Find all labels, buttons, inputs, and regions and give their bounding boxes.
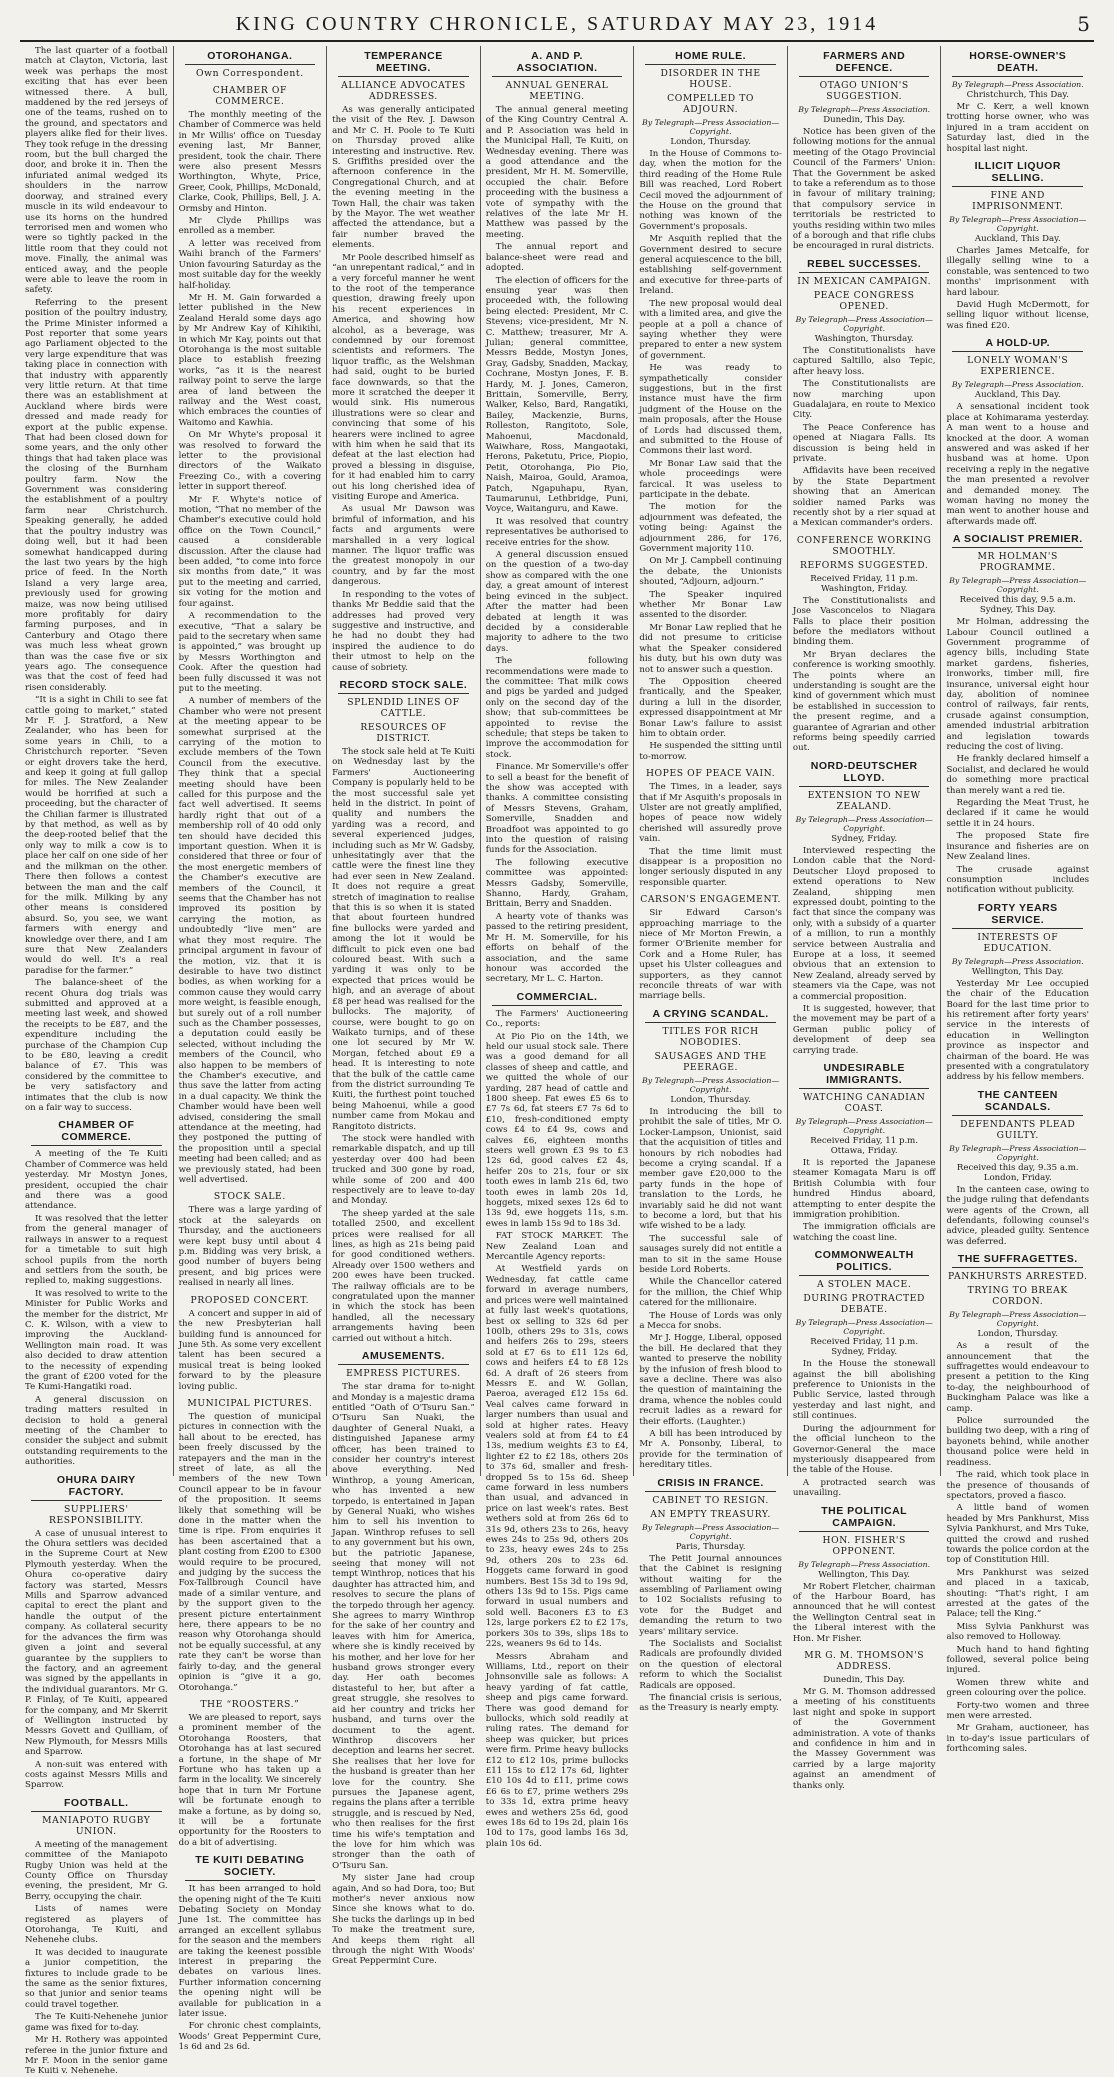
article-headline: RECORD STOCK SALE.: [338, 679, 469, 694]
article: [179, 1699, 322, 1848]
article-paragraph: A number of members of the Chamber who were not present at the meeting appear to be somewhat surprised at the carrying of the motion to exclude members of the Town Council from the executive. They think that a special meeting should have been called for this purpose and the fact well advertised. It seems hardly right that out of a membership roll of 40 odd only ten should have decided this important question. When it is considered that three or four of the most energetic members of the Chamber's executive are members of the Council, it seems that the Chamber has not improved its position by carrying the motion, as undoubtedly “live men” are what they most require. The principal argument in favour of the motion, viz. that it is desirable to have two distinct bodies, as when working for a common cause they would carry more weight, is feasible enough, but surely out of a roll number such as the Chamber possesses, a deputation could easily be selected, without including the members of the Council, who also happen to be members of the Chamber's executive, and thus save the latter from acting in a dual capacity. We think the Chamber would have been well advised, considering the small attendance at the meeting, had they postponed the putting of the proposition until a special meeting had been called; and as we previously stated, had been well advertised.: [178, 696, 322, 1186]
article-paragraph: On Mr J. Campbell continuing the debate, the Unionists shouted, “Adjourn, adjourn.”: [639, 556, 782, 588]
article-paragraph: The Constitutionalists are now marching upon Guadalajara, en route to Mexico City.: [792, 379, 936, 421]
article-subheading: RESOURCES OF DISTRICT.: [360, 721, 447, 744]
article-paragraph: The stock were handled with remarkable dispatch, and up till yesterday over 400 had been trucked and 300 gone by road, while some of 200 and 400 respectively are to leave to-day and Monday.: [332, 1133, 475, 1207]
article-paragraph: A meeting of the management committee of the Maniapoto Rugby Union was held at the County Office on Thursday evening, the president, Mr G. Berry, occupying the chair.: [25, 1839, 168, 1902]
article-paragraph: Messrs Abraham and Williams, Ltd., report on their Johnsonville sale as follows: A heavy yarding of fat cattle, sheep and pigs came forward. There was good demand for bullocks, which sold readily at ruling rates. The demand for sheep was quicker, but prices were firm. Prime heavy bullocks £12 to £12 10s, prime bullocks £11 15s to £12 17s 6d, lighter £10 10s 4d to £11, prime cows £6 6s to £7, prime wethers 29s to 33s 1d, extra prime heavy ewes and wethers 25s 6d, good ewes 18s 6d to 19s 2d, plain 16s 10d to 17s, good lambs 16s 3d, plain 10s 6d.: [485, 1651, 629, 1849]
column-4: [481, 46, 635, 1849]
article-subheading: CABINET TO RESIGN.: [652, 1494, 769, 1506]
article-paragraph: The Constitutionalists and Jose Vasconcelos to Niagara Falls to place their position before the mediators without binding them.: [792, 595, 936, 648]
article-paragraph: The Times, in a leader, says that if Mr Asquith's proposals in Ulster are not greatly amplified, hopes of peace now widely cherished will assuredly prove vain.: [639, 782, 782, 845]
article-headline: FORTY YEARS SERVICE.: [952, 902, 1083, 929]
article: [946, 533, 1089, 896]
article-headline: TEMPERANCE MEETING.: [338, 50, 469, 77]
article-dateline: By Telegraph—Press Association.: [951, 956, 1084, 966]
article-dateline: By Telegraph—Press Association—Copyright.: [949, 1143, 1087, 1162]
article-paragraph: The following recommendations were made to the committee: That milk cows and pigs be yarded and judged only on the second day of the show; that sub-committees be appointed to revise the schedule; that steps be taken to improve the accommodation for stock.: [485, 656, 629, 760]
article-dateline: By Telegraph—Press Association—Copyright.: [795, 314, 933, 333]
article-paragraph: The Opposition cheered frantically, and the Speaker, during a lull in the disorder, expressed disappointment at Mr Bonar Law's failure to assist him to obtain order.: [639, 676, 782, 739]
article-paragraph: Mr Bonar Law replied that he did not presume to criticise what the Speaker considered his duty, but his own duty was not to answer such a question.: [639, 622, 782, 675]
article-subheading: AN EMPTY TREASURY.: [650, 1508, 771, 1520]
article-paragraph: Notice has been given of the following motions for the annual meeting of the Otago Provincial Council of the Farmers' Union: That the Government be asked to take a referendum as to those in favour of military training; that compulsory service in territorials be restricted to youths residing within two miles of a borough and that rifle clubs be encouraged in rural districts.: [792, 127, 936, 252]
page-number: 5: [1077, 12, 1090, 36]
article-dateplace: Received Friday, 11 p.m. Ottawa, Friday.: [810, 1136, 919, 1156]
article-paragraph: Charles James Metcalfe, for illegally selling wine to a constable, was sentenced to two months' imprisonment with hard labour.: [946, 246, 1090, 298]
article-paragraph: The Petit Journal announces that the Cabinet is resigning without waiting for the assembling of Parliament owing to 102 Socialists refusing to vote for the Budget and demanding the return to two years' military service.: [639, 1553, 782, 1637]
article-paragraph: The Farmers' Auctioneering Co., reports:: [485, 1008, 629, 1030]
article-paragraph: A bill has been introduced by Mr A. Ponsonby, Liberal, to provide for the termination of hereditary titles.: [639, 1429, 782, 1471]
article-headline: COMMONWEALTH POLITICS.: [799, 1249, 930, 1276]
article: [332, 679, 475, 1344]
article-dateplace: Wellington, This Day.: [818, 1569, 911, 1580]
article-headline: AMUSEMENTS.: [338, 1350, 469, 1365]
article: [25, 1119, 168, 1467]
article-paragraph: Affidavits have been received by the State Department showing that an American soldier named Parks was recently shot by a rier squad at a Mexican commander's orders.: [792, 466, 936, 529]
article-paragraph: Sir Edward Carson's approaching marriage to the niece of Mr Morton Frewin, a former O'Brienite member for Cork and a Home Ruler, has upset his Ulster colleagues and supporters, as they cannot reconcile threats of war with marriage bells.: [639, 908, 782, 1002]
article-paragraph: Mr G. M. Thomson addressed a meeting of his constituents last night and spoke in support of the Government administration. A vote of thanks and confidence in him and in the Massey Government was carried by a large majority against an amendment of thanks only.: [792, 1686, 936, 1791]
article-paragraph: A little band of women headed by Mrs Pankhurst, Miss Sylvia Pankhurst, and Mrs Tuke, quitted the crowd and rushed towards the police cordon at the top of Constitution Hill.: [946, 1503, 1090, 1566]
article-paragraph: A sensational incident took place at Kohimarama yesterday. A man went to a house and knocked at the door. A woman answered and was asked if her husband was at home. Upon receiving a reply in the negative the man presented a revolver and demanded money. The woman having no money the man went to another house and afterwards made off.: [946, 402, 1090, 527]
article-paragraph: Police surrounded the building two deep, with a ring of bayonets behind, while another thousand police were held in readiness.: [946, 1416, 1090, 1468]
article-paragraph: For chronic chest complaints, Woods' Great Peppermint Cure, 1s 6d and 2s 6d.: [178, 2021, 322, 2053]
article-headline: A CRYING SCANDAL.: [645, 1008, 776, 1023]
article-dateplace: London, Thursday.: [670, 1094, 751, 1105]
article: [946, 160, 1089, 331]
article-headline: TE KUITI DEBATING SOCIETY.: [185, 1854, 316, 1881]
article-paragraph: In responding to the votes of thanks Mr Beddie said that the addresses had proved very suggestive and instructive, and he had no doubt they had inspired the audience to do their utmost to help on the cause of sobriety.: [332, 589, 475, 673]
article-headline: COMMERCIAL.: [492, 991, 623, 1006]
article-paragraph: It was decided to inaugurate a junior competition, the fixtures to include grade to be the same as the senior fixtures, so that junior and senior teams could travel together.: [25, 1947, 168, 2010]
column-1: [20, 46, 174, 2077]
article-dateplace: Received Friday, 11 p.m. Sydney, Friday.: [810, 1337, 919, 1358]
article-paragraph: “It is a sight in Chili to see fat cattle going to market,” stated Mr F. J. Stratford, a New Zealander, who has been for some years in Chili, to a Christchurch reporter. “Seven or eight drovers take the herd, and keep it going at full gallop for miles. The New Zealander would be horrified at such a proceeding, but the character of the Chilian farmer is illustrated by that method, as well as by the deep-rooted belief that the only way to milk a cow is to place her calf on one side of her and the milkman on the other. There then follows a contest between the man and the calf for the milk. Milking by any other means is considered absurd. So, you see, we want farmers with energy and knowledge over there, and I am sure that New Zealanders would do well. It's a real paradise for the farmer.”: [25, 695, 168, 976]
article-dateplace: Dunedin, This Day.: [823, 1674, 906, 1685]
article-dateline: By Telegraph—Press Association.: [798, 105, 931, 114]
article-dateplace: Wellington, This Day.: [971, 966, 1064, 977]
article-paragraph: The new proposal would deal with a limited area, and give the people at a poll a chance of saying whether they were prepared to enter a new system of government.: [639, 298, 782, 361]
article-subheading: MUNICIPAL PICTURES.: [187, 1397, 313, 1409]
article-paragraph: He suspended the sitting until to-morrow.: [639, 741, 782, 762]
article-paragraph: During the adjournment for the official luncheon to the Governor-General the mace mysteriously disappeared from the table of the House.: [792, 1423, 936, 1476]
article-paragraph: Much hand to hand fighting followed, several police being injured.: [946, 1644, 1090, 1676]
article-subheading: PANKHURSTS ARRESTED.: [948, 1271, 1088, 1283]
article-paragraph: Mr Robert Fletcher, chairman of the Harbour Board, has announced that he will contest the Wellington Central seat in the Liberal interest with the Hon. Mr Fisher.: [792, 1581, 936, 1644]
article-paragraph: The Peace Conference has opened at Niagara Falls. Its discussion is being held in private.: [792, 422, 936, 464]
article-paragraph: Miss Sylvia Pankhurst was also removed to Holloway.: [946, 1621, 1090, 1643]
article-subheading: DISORDER IN THE HOUSE.: [660, 68, 761, 90]
article-paragraph: The Speaker inquired whether Mr Bonar Law assented to the disorder.: [639, 589, 782, 621]
article-headline: A SOCIALIST PREMIER.: [952, 533, 1083, 548]
article-subheading: Own Correspondent.: [196, 68, 304, 79]
article-subheading: ANNUAL GENERAL MEETING.: [505, 80, 609, 102]
article-paragraph: It was resolved that the letter from the general manager of railways in answer to a request for a timetable to suit high school pupils from the north and settlers from the south, be replied to, making suggestions.: [25, 1213, 168, 1287]
article-paragraph: Mr F. Whyte's notice of motion, “That no member of the Chamber's executive could hold office on the Town Council,” caused a considerable discussion. After the clause had been added, “to come into force six months from date,” it was put to the meeting and carried, six voting for the motion and four against.: [178, 494, 322, 609]
article-paragraph: While the Chancellor catered for the million, the Chief Whip catered for the millionaire.: [639, 1277, 782, 1309]
article-paragraph: The star drama for to-night and Monday is a majestic drama entitled “Oath of O'Tsuru San.” O'Tsuru San Nuaki, the daughter of General Nuaki, a distinguished Japanese army officer, has been trained to consider her country's interest above everything. Ned Winthrop, a young American, who has invented a new torpedo, is entertained in Japan by General Nuaki, who wishes him to sell his invention to Japan. Winthrop refuses to sell to any government but his own, but the patriotic Japanese, seeing that money will not tempt Winthrop, notices that his daughter has attracted him, and resolves to secure the plans of the torpedo through her agency. She agrees to marry Winthrop for the sake of her country and leaves with him for America, where she is kindly received by his mother, and her love for her husband grows stronger every day. Her oath becomes distasteful to her, but after a great struggle, she resolves to aid her country and tricks her husband, and turns over the document to the agent. Winthrop discovers her deception and learns her secret. She realises that her love for the husband is greater than her love for the country. She pursues the Japanese agent, regains the plans after a terrible struggle, and is rescued by Ned, who then realises for the first time his wife's temptation and the love for him which was stronger than the oath of O'Tsuru San.: [332, 1382, 475, 1871]
article: [793, 50, 936, 252]
article-paragraph: The Te Kuiti-Nehenehe junior game was fixed for to-day.: [25, 2012, 168, 2033]
article-dateline: By Telegraph—Press Association—Copyright.: [949, 576, 1087, 595]
article: [639, 50, 782, 762]
article-paragraph: We are pleased to report, says a prominent member of the Otorohanga Roosters, that Otorohanga has at last secured a fortune, in the shape of Mr Fortune who has taken up a farm in the locality. We sincerely hope that in turn Mr Fortune will be fortunate enough to make a fortune, as by doing so, it will be a fortunate opportunity for the Roosters to do a bit of advertising.: [178, 1712, 322, 1848]
article: [793, 1650, 936, 1791]
article-headline: HORSE-OWNER'S DEATH.: [952, 50, 1083, 77]
article: [793, 535, 936, 754]
article-subheading: THE “ROOSTERS.”: [200, 1698, 300, 1710]
masthead: [20, 10, 1094, 42]
article-paragraph: Mr Bryan declares the conference is working smoothly. The points where an understanding is sought are the kind of government which must be established in succession to the present regime, and a guarantee of Agrarian and other reforms being speedily carried out.: [792, 649, 936, 754]
article-paragraph: In the canteen case, owing to the judge ruling that defendants were agents of the Crown, all defendants, following counsel's advice, pleaded guilty. Sentence was deferred.: [946, 1184, 1090, 1247]
article-dateline: By Telegraph—Press Association—Copyright.: [642, 1075, 780, 1094]
article-paragraph: Mr H. Rothery was appointed referee in the junior fixture and Mr F. Moon in the senior game Te Kuiti v. Nehenehe.: [25, 2035, 168, 2077]
article-paragraph: The successful sale of sausages surely did not entitle a man to sit in the same House beside Lord Roberts.: [639, 1233, 782, 1275]
article-dateline: By Telegraph—Press Association—Copyright.: [949, 1310, 1087, 1329]
article-subheading: COMPELLED TO ADJOURN.: [667, 93, 755, 115]
article-paragraph: The monthly meeting of the Chamber of Commerce was held in Mr Willis' office on Tuesday evening last, Mr Banner, president, took the chair. There were also present Messrs Worthington, Whyte, Price, Greer, Cook, Phillips, McDonald, Clarke, Cook, Phillips, Bell, J. A. Ormsby and Hinton.: [178, 110, 322, 214]
newspaper-title: KING COUNTRY CHRONICLE, SATURDAY MAY 23, 1914: [235, 13, 879, 35]
article-subheading: SPLENDID LINES OF CATTLE.: [347, 696, 460, 719]
article: [179, 50, 322, 79]
article-paragraph: Forty-two women and three men were arrested.: [946, 1700, 1090, 1722]
article-paragraph: A general discussion ensued on the question of a two-day show as compared with the one day, a great amount of interest being evinced in the subject. After the matter had been debated at length it was decided by a considerable majority to adhere to the two days.: [485, 550, 629, 654]
article-headline: REBEL SUCCESSES.: [799, 258, 930, 273]
article-paragraph: It was resolved that country representatives be authorised to receive entries for the show.: [485, 516, 629, 548]
newspaper-columns: [20, 46, 1094, 2077]
article-paragraph: The Constitutionalists have captured Saltillo, also Tepic, after heavy loss.: [792, 345, 936, 377]
article: [639, 894, 782, 1002]
article-paragraph: Mr H. M. Gain forwarded a letter published in the New Zealand Herald some days ago by Mr Andrew Kay of Kihikihi, in which Mr Kay, points out that Otorohanga is the most suitable place to establish freezing works, “as it is the nearest railway point to serve the large area of land between the railway and the West coast, which embraces the counties of Waitomo and Kawhia.: [178, 292, 322, 428]
article-subheading: MR HOLMAN'S PROGRAMME.: [977, 551, 1058, 574]
article-paragraph: Lists of names were registered as players of Otorohanga, Te Kuiti, and Nehenehe clubs.: [25, 1904, 168, 1946]
article-subheading: INTERESTS OF EDUCATION.: [977, 931, 1059, 954]
column-7: [941, 46, 1094, 1755]
article-subheading: PEACE CONGRESS OPENED.: [813, 289, 915, 312]
article-subheading: FINE AND IMPRISONMENT.: [972, 190, 1064, 213]
article-paragraph: The stock sale held at Te Kuiti on Wednesday last by the Farmers' Auctioneering Company is popularly held to be the most successful sale yet held in the district. In point of quality and numbers the yarding was a record, and several experienced judges, including such as Mr W. Gadsby, unhesitatingly aver that the cattle were the finest line they had ever seen in New Zealand. It does not require a great stretch of imagination to realise that this is so when it is stated that about fourteen hundred fine bullocks were yarded and among the lot it would be difficult to pick even one bad coloured beast. With such a yarding it was only to be expected that prices would be high, and an average of about £8 per head was realised for the bullocks. The majority, of course, were bought to go on Waikato turnips, and of these one lot secured by Mr W. Morgan, fetched about £9 a head. It is interesting to note that the bulk of the cattle came from the district surrounding Te Kuiti, the furthest point touched being Mahoenui, while a good number came from Mokau and Rangitoto districts.: [332, 746, 475, 1132]
article-dateplace: Received this day, 9.35 a.m. London, Friday.: [956, 1162, 1079, 1183]
article-paragraph: As usual Mr Dawson was brimful of information, and his facts and arguments were marshalled in a very logical manner. The liquor traffic was the greatest monopoly in our country, and by far the most dangerous.: [332, 504, 475, 588]
column-6: [788, 46, 942, 1791]
article-paragraph: On Mr Whyte's proposal it was resolved to forward the letter to the provisional directors of the Waikato Freezing Co., with a covering letter in support thereof.: [178, 430, 322, 493]
article-paragraph: FAT STOCK MARKET. The New Zealand Loan and Mercantile Agency reports:: [485, 1231, 629, 1263]
article-subheading: MR G. M. THOMSON'S ADDRESS.: [804, 1649, 925, 1672]
article-paragraph: The last quarter of a football match at Clayton, Victoria, last week was perhaps the most exciting that has ever been witnessed there. A bull, maddened by the red jerseys of one of the teams, rushed on to the ground, and spectators and players alike fled for their lives. They took refuge in the dressing room, but the bull charged the door, and broke it in. Then the infuriated animal wedged its shoulders in the narrow doorway, and strained every muscle in its wild endeavour to use its horns on the hundred terrorised men and women who were so tightly packed in the little room that they could not move. Finally, the animal was enticed away, and the people were able to leave the room in safety.: [25, 46, 168, 296]
article-headline: A. AND P. ASSOCIATION.: [492, 50, 623, 77]
article-dateplace: Christchurch, This Day.: [966, 90, 1069, 100]
article-paragraph: Mr Clyde Phillips was enrolled as a member.: [178, 216, 322, 237]
article-subheading: MANIAPOTO RUGBY UNION.: [42, 1814, 151, 1837]
article-headline: THE SUFFRAGETTES.: [952, 1253, 1083, 1268]
article: [946, 337, 1089, 527]
article-dateline: By Telegraph—Press Association.: [951, 80, 1084, 89]
article-paragraph: At Westfield yards on Wednesday, fat cattle came forward in average numbers, and prices were well maintained at fully last week's quotations, best ox selling to 32s 6d per 100lb, others 29s to 31s, cows and heifers 26s to 29s, steers sold at £7 6s to £11 12s 6d, cows and heifers £4 to £8 12s 6d. A draft of 26 steers from Messrs E. and W. Gollan, Paeroa, averaged £12 15s 6d. Veal calves came forward in larger numbers than usual and sold at higher rates. Heavy vealers sold at from £4 to £4 13s, medium weights £3 to £4, lighter £2 to £2 18s, others 20s to 37s 6d, smaller and fresh-dropped 5s to 15s 6d. Sheep came forward in less numbers than usual, and advanced in price on last week's rates. Best wethers sold at from 26s 6d to 31s 9d, others 23s to 26s, heavy ewes 24s to 25s 9d, others 20s to 23s, heavy ewes 24s to 25s 9d, others 20s to 23s 6d. Hoggets came forward in good numbers. Best 15s 3d to 19s 9d, others 13s 9d to 15s. Pigs came forward in usual numbers and sold well. Baconers £3 to £3 12s, large porkers £2 to £2 17s, porkers 30s to 39s, slips 18s to 22s, weaners 9s 6d to 14s.: [485, 1264, 629, 1650]
article-paragraph: A meeting of the Te Kuiti Chamber of Commerce was held yesterday. Mr Mostyn Jones, president, occupied the chair and there was a good attendance.: [25, 1149, 168, 1212]
column-3: [327, 46, 481, 1967]
article: [793, 258, 936, 529]
article-paragraph: As was generally anticipated the visit of the Rev. J. Dawson and Mr C. H. Poole to Te Kuiti on Thursday proved alike interesting and instructive. Rev. S. Griffiths presided over the afternoon conference in the Congregational Church, and at the evening meeting in the Town Hall, the chair was taken by the Mayor. The wet weather affected the attendance, but a fair number braved the elements.: [332, 105, 475, 251]
article: [793, 1249, 936, 1498]
article-paragraph: Interviewed respecting the London cable that the Nord-Deutscher Lloyd proposed to extend operations to New Zealand, shipping men expressed doubt, pointing to the fact that since the company was only, with a subsidy of a quarter of a million, to run a monthly service between Australia and Europe at a loss, it seemed obvious that an extension to New Zealand, already served by steamers via the Cape, was not a commercial proposition.: [792, 845, 936, 1002]
article-dateplace: Sydney, Friday.: [831, 833, 898, 844]
article-headline: CRISIS IN FRANCE.: [645, 1477, 776, 1492]
article: [486, 50, 629, 985]
article-subheading: DURING PROTRACTED DEBATE.: [803, 1293, 926, 1316]
article-paragraph: The annual general meeting of the King Country Central A. and P. Association was held in the Municipal Hall, Te Kuiti, on Wednesday evening. There was a good attendance and the president, Mr H. M. Somerville, occupied the chair. Before proceeding with the business a vote of sympathy with the relatives of the late Mr H. Matthew was passed by the meeting.: [485, 105, 629, 240]
article: [486, 991, 629, 1850]
article-subheading: PROPOSED CONCERT.: [190, 1294, 310, 1306]
article-paragraph: Mr Poole described himself as “an unrepentant radical,” and in a very forceful manner he went to the root of the temperance question, drawing freely upon his recent experiences in America, and showing how alcohol, as a beverage, was condemned by our foremost scientists and reformers. The liquor traffic, as the Welshman had said, ought to be buried face downwards, so that the more it scratched the deeper it would sink. His numerous illustrations were so clear and convincing that some of his hearers were inclined to agree with him when he said that its defeat at the last election had proved a blessing in disguise, for it had enabled him to carry out his long cherished idea of visiting Europe and America.: [332, 252, 475, 503]
article-subheading: TITLES FOR RICH NOBODIES.: [662, 1025, 759, 1048]
article-headline: CHAMBER OF COMMERCE.: [31, 1119, 162, 1146]
article-paragraph: The question of municipal pictures in connection with the hall about to be erected, has been freely discussed by the ratepayers and the man in the street of late, as all the members of the new Town Council appear to be in favour of the proposition. It seems likely that something will be done in the matter when the time is ripe. From enquiries it has been ascertained that a plant costing from £200 to £300 would require to be procured, and judging by the success the Fox-Tallbrough Council have made of a similar venture, and by the support given to the present picture entertainment here, there appears to be no reason why Otorohanga should not be equally successful, at any rate they can't be worse than fairly to-day, and the general opinion is “give it a go, Otorohanga.”: [178, 1411, 322, 1693]
article-paragraph: The annual report and balance-sheet were read and adopted.: [485, 242, 629, 274]
article-subheading: HOPES OF PEACE VAIN.: [645, 768, 776, 780]
article-subheading: EXTENSION TO NEW ZEALAND.: [807, 789, 921, 812]
article: [946, 1089, 1089, 1247]
article-dateline: By Telegraph—Press Association—Copyright.: [949, 215, 1087, 234]
article: [946, 1253, 1089, 1754]
article: [793, 1062, 936, 1243]
article-paragraph: The crusade against consumption includes notification without publicity.: [946, 864, 1090, 896]
article-paragraph: A protracted search was unavailing.: [792, 1477, 936, 1499]
article-paragraph: He frankly declared himself a Socialist, and declared he would do something more practical than merely want a red tie.: [946, 754, 1090, 796]
article-paragraph: He was ready to sympathetically consider suggestions, but in the first instance must have the firm judgment of the House on the main proposals, after the House of Lords had discussed them, and submitted to the House of Commons their last word.: [639, 363, 782, 457]
article-paragraph: A case of unusual interest to the Ohura settlers was decided in the Supreme Court at New Plymouth yesterday. When the Ohura co-operative dairy factory was started, Messrs Mills and Sparrow advanced capital to erect the plant and handle the output of the company. As collateral security for the advances the firm was given a joint and several guarantee by the suppliers to the factory, and an agreement was signed by the appellants in the individual guarantors. Mr G. P. Finlay, of Te Kuiti, appeared for the company, and Mr Skerrit of Wellington instructed by Messrs Govett and Quilliam, of New Plymouth, for Messrs Mills and Sparrow.: [25, 1528, 168, 1758]
article-paragraph: The motion for the adjournment was defeated, the voting being: Against the adjournment 286, for 176, Government majority 110.: [639, 502, 782, 555]
article-dateline: By Telegraph—Press Association—Copyright.: [795, 1117, 933, 1135]
article-paragraph: The financial crisis is serious, as the Treasury is nearly empty.: [639, 1692, 782, 1714]
article-dateplace: Received Friday, 11 p.m. Washington, Friday.: [810, 573, 919, 594]
article-paragraph: The immigration officials are watching the coast line.: [792, 1222, 936, 1243]
article-paragraph: There was a large yarding of stock at the saleyards on Thursday, and the auctioneers were kept busy until about 4 p.m. Bidding was very brisk, a good number of buyers being present, and big prices were realised in nearly all lines.: [178, 1205, 322, 1289]
article-paragraph: A hearty vote of thanks was passed to the retiring president, Mr H. M. Somerville, for his efforts on behalf of the association, and the same honour was accorded the secretary, Mr L. C. Harton.: [485, 911, 629, 985]
article: [25, 1474, 168, 1791]
article: [179, 1854, 322, 2053]
article-paragraph: A general discussion on trading matters resulted in decision to hold a general meeting of the Chamber to consider the subject and submit outstanding requirements to the authorities.: [25, 1394, 168, 1468]
column-5: [634, 46, 788, 1714]
article: [639, 1477, 782, 1714]
article-subheading: IN MEXICAN CAMPAIGN.: [797, 275, 932, 287]
article-subheading: CONFERENCE WORKING SMOOTHLY.: [796, 534, 932, 557]
article: [332, 1350, 475, 1967]
article-paragraph: Mr C. Kerr, a well known trotting horse owner, who was injured in a tram accident on Saturday last, died in the hospital last night.: [946, 102, 1090, 154]
article-dateplace: Paris, Thursday.: [675, 1541, 746, 1552]
article-subheading: A STOLEN MACE.: [816, 1279, 912, 1291]
article-paragraph: Mr Holman, addressing the Labour Council outlined a Government programme of agency bills, including State market gardens, fisheries, ironworks, timber mill, fire insurance, universal eight hour day, abolition of nominee control of railways, fair rents, crusade against consumption, amended industrial arbitration and legislation towards reducing the cost of living.: [946, 617, 1090, 753]
article: [179, 1295, 322, 1392]
article-paragraph: Finance. Mr Somerville's offer to sell a beast for the benefit of the show was accepted with thanks. A committee consisting of Messrs Stevens, Graham, Somerville, Snadden and Broadfoot was appointed to go into the question of raising funds for the Association.: [485, 762, 629, 856]
article: [946, 902, 1089, 1083]
article-headline: OHURA DAIRY FACTORY.: [31, 1474, 162, 1501]
column-2: [174, 46, 328, 2053]
article-paragraph: A letter was received from Waihi branch of the Farmers' Union favouring Saturday as the most suitable day for the weekly half-holiday.: [178, 238, 322, 291]
article-paragraph: It is suggested, however, that the movement may be part of a German public policy of development of deep sea carrying trade.: [792, 1003, 936, 1056]
article-paragraph: Mrs Pankhurst was seized and placed in a taxicab, shouting: “That's right, I am arrested at the gates of the Palace; tell the King.”: [946, 1567, 1090, 1620]
article-dateplace: Washington, Thursday.: [814, 333, 914, 344]
article-dateplace: London, Thursday.: [670, 137, 751, 147]
article-dateplace: London, Thursday.: [977, 1329, 1058, 1340]
article: [946, 50, 1089, 154]
article-subheading: OTAGO UNION'S SUGGESTION.: [819, 80, 909, 102]
article-headline: NORD-DEUTSCHER LLOYD.: [799, 760, 930, 787]
article-headline: FARMERS AND DEFENCE.: [799, 50, 930, 77]
article-paragraph: The House of Lords was only a Mecca for snobs.: [639, 1310, 782, 1331]
article-headline: OTOROHANGA.: [185, 50, 316, 65]
article: [793, 760, 936, 1056]
article-dateline: By Telegraph—Press Association—Copyright.: [642, 118, 780, 136]
article-paragraph: A non-suit was entered with costs against Messrs Mills and Sparrow.: [25, 1759, 168, 1791]
article-paragraph: Women threw white and green colouring over the police.: [946, 1677, 1090, 1699]
article: [639, 768, 782, 888]
article-subheading: WATCHING CANADIAN COAST.: [802, 1092, 926, 1114]
article-headline: UNDESIRABLE IMMIGRANTS.: [799, 1062, 930, 1089]
article-paragraph: A recommendation to the executive, “That a salary be paid to the secretary when same is appointed,” was brought up by Messrs Worthington and Cook. After the question had been fully discussed it was not put to the meeting.: [178, 611, 322, 694]
article-subheading: REFORMS SUGGESTED.: [799, 559, 929, 571]
article-subheading: CARSON'S ENGAGEMENT.: [640, 894, 781, 906]
article-paragraph: The proposed State fire insurance and fisheries are on New Zealand lines.: [946, 831, 1090, 863]
article-paragraph: At Pio Pio on the 14th, we held our usual stock sale. There was a good demand for all classes of sheep and cattle, and we quitted the whole of our yarding, 287 head of cattle and 1800 sheep. Fat ewes £5 6s to £7 7s 6d, fat steers £7 7s 6d to £10, fresh-conditioned empty cows £4 to £4 9s, cows and calves £6, eighteen months steers well grown £3 9s to £3 12s 6d, good calves £2 4s, heifer 20s to 21s, four or six tooth ewes in lamb 21s 6d, two tooth ewes in lamb 20s 1d, hoggets, mixed sexes 12s 6d to 13s 9d, ewe hoggets 11s, s.m. ewes in lamb 15s 9d to 18s 3d.: [485, 1031, 629, 1229]
article-paragraph: My sister Jane had croup again, And so had Dora, too; But mother's never anxious now Since she knows what to do. She tucks the darlings up in bed To make the treatment sure, And keeps them right all through the night With Woods' Great Peppermint Cure.: [332, 1873, 475, 1967]
article: [25, 46, 168, 1113]
article-subheading: LONELY WOMAN'S EXPERIENCE.: [967, 355, 1069, 378]
article-paragraph: As a result of the announcement that the suffragettes would endeavour to present a petition to the King to-day, the neighbourhood of Buckingham Palace was like a camp.: [946, 1341, 1090, 1414]
article-paragraph: The following executive committee was appointed: Messrs Gadsby, Somerville, Shanno, Hardy, Graham, Brittain, Berry and Snadden.: [485, 857, 629, 910]
article-dateplace: Received this day, 9.5 a.m. Sydney, This Day.: [959, 595, 1076, 616]
article-dateline: By Telegraph—Press Association.: [951, 380, 1084, 390]
article: [179, 1191, 322, 1288]
article-paragraph: It is reported the Japanese steamer Komagata Maru is off British Columbia with four hundred Hindus aboard, attempting to enter despite the immigration prohibition.: [792, 1158, 936, 1221]
article-paragraph: A concert and supper in aid of the new Presbyterian hall building fund is announced for June 5th. As some very excellent talent has been secured a musical treat is being looked forward to by the pleasure loving public.: [178, 1308, 322, 1392]
article-paragraph: That the time limit must disappear is a proposition no longer seriously disputed in any responsible quarter.: [639, 846, 782, 888]
article-subheading: HON. FISHER'S OPPONENT.: [822, 1534, 906, 1557]
article-paragraph: Mr Asquith replied that the Government desired to secure general acquiescence to the bill, establishing self-government and executive for three-parts of Ireland.: [639, 234, 782, 297]
article-subheading: DEFENDANTS PLEAD GUILTY.: [960, 1118, 1076, 1141]
article-paragraph: In the House the stonewall against the bill abolishing preference to Unionists in the Public Service, lasted through yesterday and last night, and still continues.: [792, 1359, 936, 1422]
article-paragraph: The election of officers for the ensuing year was then proceeded with, the following being elected: President, Mr C. Stevens; vice-president, Mr N. C. Matthew; treasurer, Mr A. Julian; general committee, Messrs Bedde, Mostyn Jones, Gray, Gadsby, Snadden, Mackay, Cochrane, Mostyn Jones, F. B. Hardy, M. J. Jones, Cameron, Brittain, Somerville, Berry, Walker, Kelso, Bard, Rangatiki, Bailey, Mackenzie, Burns, Rolleston, Rangitoto, Sole, Mahoenui, Macdonald, Waiwhare, Ross, Mangaotaki, Herons, Paketutu, Price, Piopio, Petit, Otorohanga, Pio Pio, Naish, Mairoa, Gould, Aramoa, Patch, Ngapuhapu, Ryan, Taumarunui, Lethbridge, Puni, Voyce, Waitanguru, and Kawe.: [485, 275, 629, 515]
article-headline: FOOTBALL.: [31, 1797, 162, 1812]
article-paragraph: It was resolved to write to the Minister for Public Works and the member for the district, Mr C. K. Wilson, with a view to improving the Auckland-Wellington main road. It was also decided to draw attention to the necessity of expending the grant of £200 voted for the Te Kumi-Hangatiki road.: [25, 1288, 168, 1393]
article-paragraph: The raid, which took place in the presence of thousands of spectators, proved a fiasco.: [946, 1470, 1090, 1501]
article: [793, 1505, 936, 1644]
article-subheading: TRYING TO BREAK CORDON.: [967, 1285, 1068, 1308]
article-dateplace: Auckland, This Day.: [974, 234, 1061, 245]
article: [639, 1008, 782, 1471]
article-dateline: By Telegraph—Press Association—Copyright.: [795, 1318, 933, 1337]
article-dateplace: Dunedin, This Day.: [823, 115, 906, 125]
article-headline: A HOLD-UP.: [952, 337, 1083, 352]
article-headline: THE CANTEEN SCANDALS.: [952, 1089, 1083, 1116]
article-dateplace: Auckland, This Day.: [974, 390, 1061, 401]
article-paragraph: In the House of Commons to-day, when the motion for the third reading of the Home Rule Bill was reached, Lord Robert Cecil moved the adjournment of the House on the ground that nothing was known of the Government's proposals.: [639, 149, 782, 232]
article-dateline: By Telegraph—Press Association—Copyright.: [795, 814, 933, 833]
article-paragraph: Yesterday Mr Lee occupied the chair of the Education Board for the last time prior to his retirement after forty years' service in the interests of education in Wellington province as inspector and chairman of the board. He was presented with a congratulatory address by his fellow members.: [946, 978, 1090, 1083]
article-dateline: By Telegraph—Press Association—Copyright.: [642, 1522, 780, 1541]
article-paragraph: Referring to the present position of the poultry industry, the Prime Minister informed a Post reporter that some years ago Parliament objected to the very large expenditure that was taking place in connection with that industry with apparently very little return. At that time there was an establishment at Auckland where birds were dressed and made ready for export at the public expense. That had been closed down for some years, and the only other things that had taken place was the closing of the Burnham poultry farm. Now the Government was considering the establishment of a poultry farm near Christchurch. Speaking generally, he added that the poultry industry was doing well, but it had been somewhat handicapped during the last two years by the high price of feed. In the North Island a very large area, previously used for growing maize, was now being utilised more profitably for dairy farming purposes, and in Canterbury and Otago there was much less wheat grown than was the case five or six years ago. The consequence was that the cost of feed had risen considerably.: [25, 297, 168, 693]
article-paragraph: Mr Graham, auctioneer, has in to-day's issue particulars of forthcoming sales.: [946, 1723, 1090, 1755]
article-subheading: SUPPLIERS' RESPONSIBILITY.: [48, 1503, 144, 1526]
article: [25, 1797, 168, 2077]
article-paragraph: The Socialists and Socialist Radicals are profoundly divided on the question of electoral reform to which the Socialist Radicals are opposed.: [639, 1638, 782, 1691]
article: [332, 50, 475, 673]
article-subheading: ALLIANCE ADVOCATES ADDRESSES.: [341, 80, 466, 102]
article-paragraph: In introducing the bill to prohibit the sale of titles, Mr O. Locker-Lampson, Unionist, said that the acquisition of titles and honours by rich nobodies had become a crying scandal. If a member gave £20,000 to the party funds in the hope of translation to the Lords, he invariably said he did not want to become a lord, but that his wife wished to be a lady.: [639, 1106, 782, 1232]
article-headline: HOME RULE.: [645, 50, 776, 65]
article-headline: ILLICIT LIQUOR SELLING.: [952, 160, 1083, 187]
article-subheading: EMPRESS PICTURES.: [346, 1368, 461, 1380]
article-paragraph: David Hugh McDermott, for selling liquor without license, was fined £20.: [946, 300, 1090, 331]
article: [179, 1398, 322, 1693]
article-paragraph: Regarding the Meat Trust, he declared if it came he would settle it in 24 hours.: [946, 798, 1090, 829]
article: [179, 85, 322, 1185]
article-subheading: STOCK SALE.: [213, 1191, 286, 1203]
article-paragraph: Mr J. Hogge, Liberal, opposed the bill. He declared that they wanted to preserve the nobility by the infusion of fresh blood to save a decline. There was also the question of maintaining the drama, whence the nobles could recruit ladies as a reward for their efforts. (Laughter.): [639, 1333, 782, 1427]
article-dateline: By Telegraph—Press Association.: [798, 1559, 931, 1569]
article-paragraph: It has been arranged to hold the opening night of the Te Kuiti Debating Society on Monday June 1st. The committee has arranged an excellent syllabus for the season and the members are taking the keenest possible interest in preparing the debates on various lines. Further information concerning the opening night will be available for publication in a later issue.: [178, 1884, 322, 2020]
article-headline: THE POLITICAL CAMPAIGN.: [799, 1505, 930, 1532]
article-paragraph: The sheep yarded at the sale totalled 2500, and excellent prices were realised for all lines, as high as 21s being paid for good conditioned wethers. Already over 1500 wethers and 200 ewes have been trucked. The railway officials are to be congratulated upon the manner in which the stock has been handled, all the necessary arrangements having been carried out without a hitch.: [332, 1208, 475, 1344]
article-subheading: CHAMBER OF COMMERCE.: [212, 85, 288, 107]
article-subheading: SAUSAGES AND THE PEERAGE.: [654, 1050, 767, 1073]
article-paragraph: The balance-sheet of the recent Ohura dog trials was submitted and approved at a meeting last week, and showed the receipts to be £87, and the expenditure including the purchase of the Champion Cup to be £80, leaving a credit balance of £7. This was considered by the committee to be very satisfactory and intimates that the club is now on a fair way to success.: [25, 978, 168, 1114]
article-paragraph: Mr Bonar Law said that the whole proceedings were farcical. It was useless to participate in the debate.: [639, 458, 782, 500]
